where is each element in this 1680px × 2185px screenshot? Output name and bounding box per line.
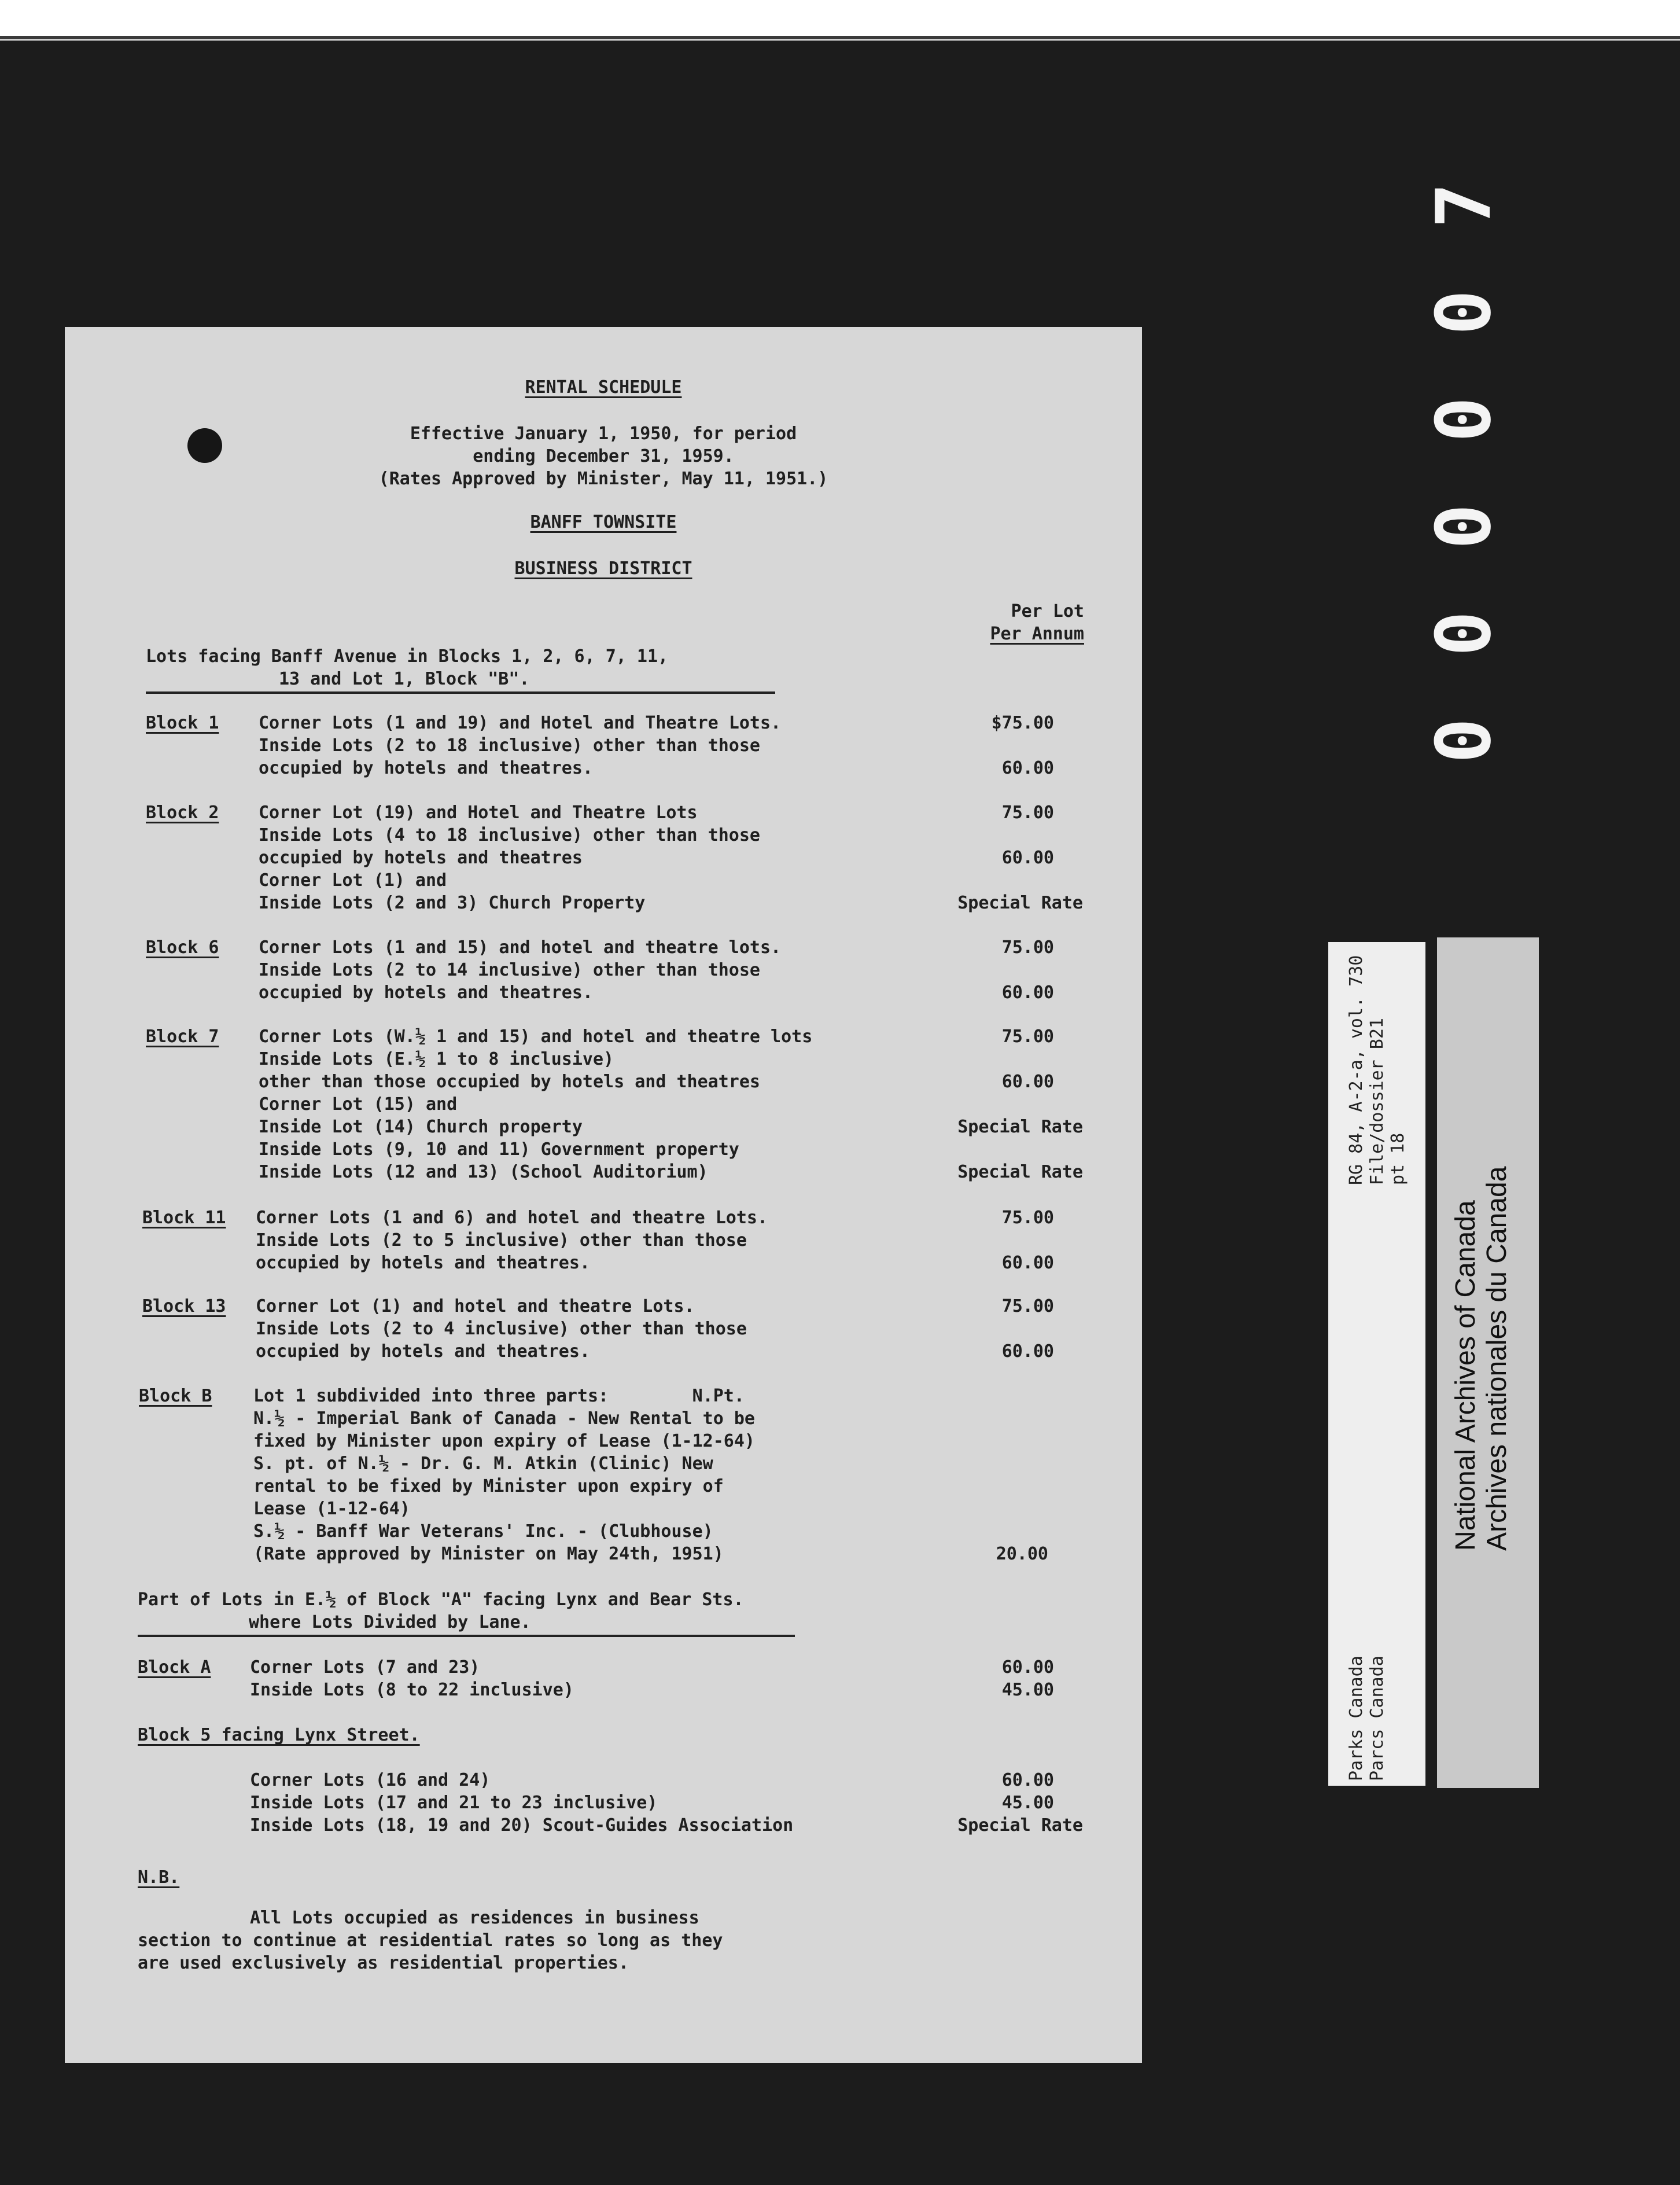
block-line: S. pt. of N.½ - Dr. G. M. Atkin (Clinic) New [253,1454,713,1474]
rate: 20.00 [996,1544,1048,1564]
nb-label: N.B. [138,1867,180,1888]
effective-line: (Rates Approved by Minister, May 11, 1951.) [378,469,828,489]
block-label: Block 13 [142,1296,226,1316]
block-line: Corner Lots (1 and 19) and Hotel and Theatre Lots. [259,713,782,733]
rate: Special Rate [957,893,1083,913]
block-line: Inside Lots (8 to 22 inclusive) [250,1680,574,1700]
archive-reference-label [1328,942,1425,1786]
block-line: Corner Lots (W.½ 1 and 15) and hotel and theatre lots [259,1027,813,1047]
rate: 75.00 [1001,1027,1054,1047]
nb-text: section to continue at residential rates so long as they [138,1930,723,1951]
block-line: Corner Lot (1) and [259,870,447,891]
block-line: rental to be fixed by Minister upon expiry of [253,1476,724,1496]
section-heading: where Lots Divided by Lane. [249,1612,531,1632]
block-heading: Block 5 facing Lynx Street. [138,1725,420,1745]
townsite-heading: BANFF TOWNSITE [530,512,677,532]
section-underline [138,1635,795,1637]
block-label: Block 11 [142,1208,226,1228]
rate: 60.00 [1001,1072,1054,1092]
film-edge [0,0,1680,41]
reference-line: File/dossier B21 [1367,1018,1387,1185]
frame-number [1406,168,1521,775]
block-line: (Rate approved by Minister on May 24th, 1951) [253,1544,724,1564]
block-line: Inside Lots (E.½ 1 to 8 inclusive) [259,1049,614,1069]
block-line: Corner Lots (7 and 23) [250,1657,480,1678]
rate: 60.00 [1001,983,1054,1003]
block-line: occupied by hotels and theatres. [256,1253,590,1273]
rate: Special Rate [957,1162,1083,1182]
agency-line: Parks Canada [1346,1656,1366,1781]
block-line: S.½ - Banff War Veterans' Inc. - (Clubhouse) [253,1521,713,1542]
frame-digit: 0 [1420,396,1508,443]
block-line: occupied by hotels and theatres. [256,1341,590,1362]
rate: 75.00 [1001,1296,1054,1316]
block-line: occupied by hotels and theatres. [259,758,593,778]
archives-label [1437,937,1539,1788]
block-label: Block 1 [146,713,219,733]
rate: 60.00 [1001,1770,1054,1790]
block-label: Block 7 [146,1027,219,1047]
frame-digit: 7 [1420,182,1508,229]
block-line: occupied by hotels and theatres. [259,983,593,1003]
block-line: Corner Lots (1 and 6) and hotel and theatre Lots. [256,1208,768,1228]
archives-name: National Archives of Canada [1450,1200,1481,1551]
frame-digit: 0 [1420,289,1508,336]
block-line: Inside Lots (18, 19 and 20) Scout-Guides Association [250,1815,794,1835]
rate: 75.00 [1001,937,1054,958]
document-page [65,327,1142,2063]
rate: Special Rate [957,1117,1083,1137]
frame-digit: 0 [1420,503,1508,550]
block-line: Inside Lots (4 to 18 inclusive) other than those [259,825,760,845]
section-heading: Part of Lots in E.½ of Block "A" facing Lynx and Bear Sts. [138,1590,744,1610]
block-line: Inside Lots (12 and 13) (School Auditorium) [259,1162,708,1182]
block-line: Inside Lots (2 to 14 inclusive) other than those [259,960,760,980]
block-line: other than those occupied by hotels and theatres [259,1072,760,1092]
column-header: Per Lot [1011,601,1084,621]
document-title: RENTAL SCHEDULE [525,377,682,398]
block-line: occupied by hotels and theatres [259,848,583,868]
rate: 45.00 [1001,1680,1054,1700]
film-edge-line [0,36,1680,39]
reference-line: RG 84, A-2-a, vol. 730 [1346,955,1366,1185]
block-line: Inside Lots (9, 10 and 11) Government property [259,1139,739,1160]
rate: 60.00 [1001,1253,1054,1273]
nb-text: are used exclusively as residential properties. [138,1953,629,1973]
frame-digit: 0 [1420,718,1508,764]
effective-line: ending December 31, 1959. [473,446,734,466]
block-line: Inside Lots (2 to 5 inclusive) other than those [256,1230,747,1250]
block-label: Block 6 [146,937,219,958]
nb-text: All Lots occupied as residences in business [250,1908,699,1928]
rate: 75.00 [1001,803,1054,823]
rate: 75.00 [1001,1208,1054,1228]
block-line: N.½ - Imperial Bank of Canada - New Rental to be [253,1408,755,1429]
rate: 45.00 [1001,1793,1054,1813]
block-line: Corner Lot (15) and [259,1094,458,1114]
block-label: Block 2 [146,803,219,823]
block-label: Block A [138,1657,211,1678]
rate: 60.00 [1001,1657,1054,1678]
rate: 60.00 [1001,848,1054,868]
rate: 60.00 [1001,758,1054,778]
block-line: Corner Lot (19) and Hotel and Theatre Lots [259,803,698,823]
rate: 60.00 [1001,1341,1054,1362]
block-line: Corner Lot (1) and hotel and theatre Lots. [256,1296,695,1316]
block-line: Inside Lots (2 and 3) Church Property [259,893,646,913]
reference-line: pt 18 [1388,1132,1408,1185]
block-line: Inside Lots (2 to 4 inclusive) other than those [256,1319,747,1339]
district-heading: BUSINESS DISTRICT [514,558,692,579]
section-heading: 13 and Lot 1, Block "B". [279,669,530,689]
block-line: Lot 1 subdivided into three parts: N.Pt. [253,1386,745,1406]
block-line: Inside Lot (14) Church property [259,1117,583,1137]
frame-digit: 0 [1420,610,1508,657]
block-line: Corner Lots (16 and 24) [250,1770,491,1790]
rate: $75.00 [991,713,1054,733]
section-underline [146,691,775,694]
block-line: Inside Lots (17 and 21 to 23 inclusive) [250,1793,658,1813]
agency-line: Parcs Canada [1367,1656,1387,1781]
block-line: Corner Lots (1 and 15) and hotel and theatre lots. [259,937,782,958]
rate: Special Rate [957,1815,1083,1835]
block-line: fixed by Minister upon expiry of Lease (1-12-64) [253,1431,755,1451]
column-header: Per Annum [990,624,1084,644]
archives-name: Archives nationales du Canada [1482,1166,1512,1551]
effective-line: Effective January 1, 1950, for period [410,424,797,444]
block-line: Lease (1-12-64) [253,1499,410,1519]
block-line: Inside Lots (2 to 18 inclusive) other than those [259,735,760,756]
block-label: Block B [139,1386,212,1406]
section-heading: Lots facing Banff Avenue in Blocks 1, 2, 6, 7, 11, [146,646,669,667]
